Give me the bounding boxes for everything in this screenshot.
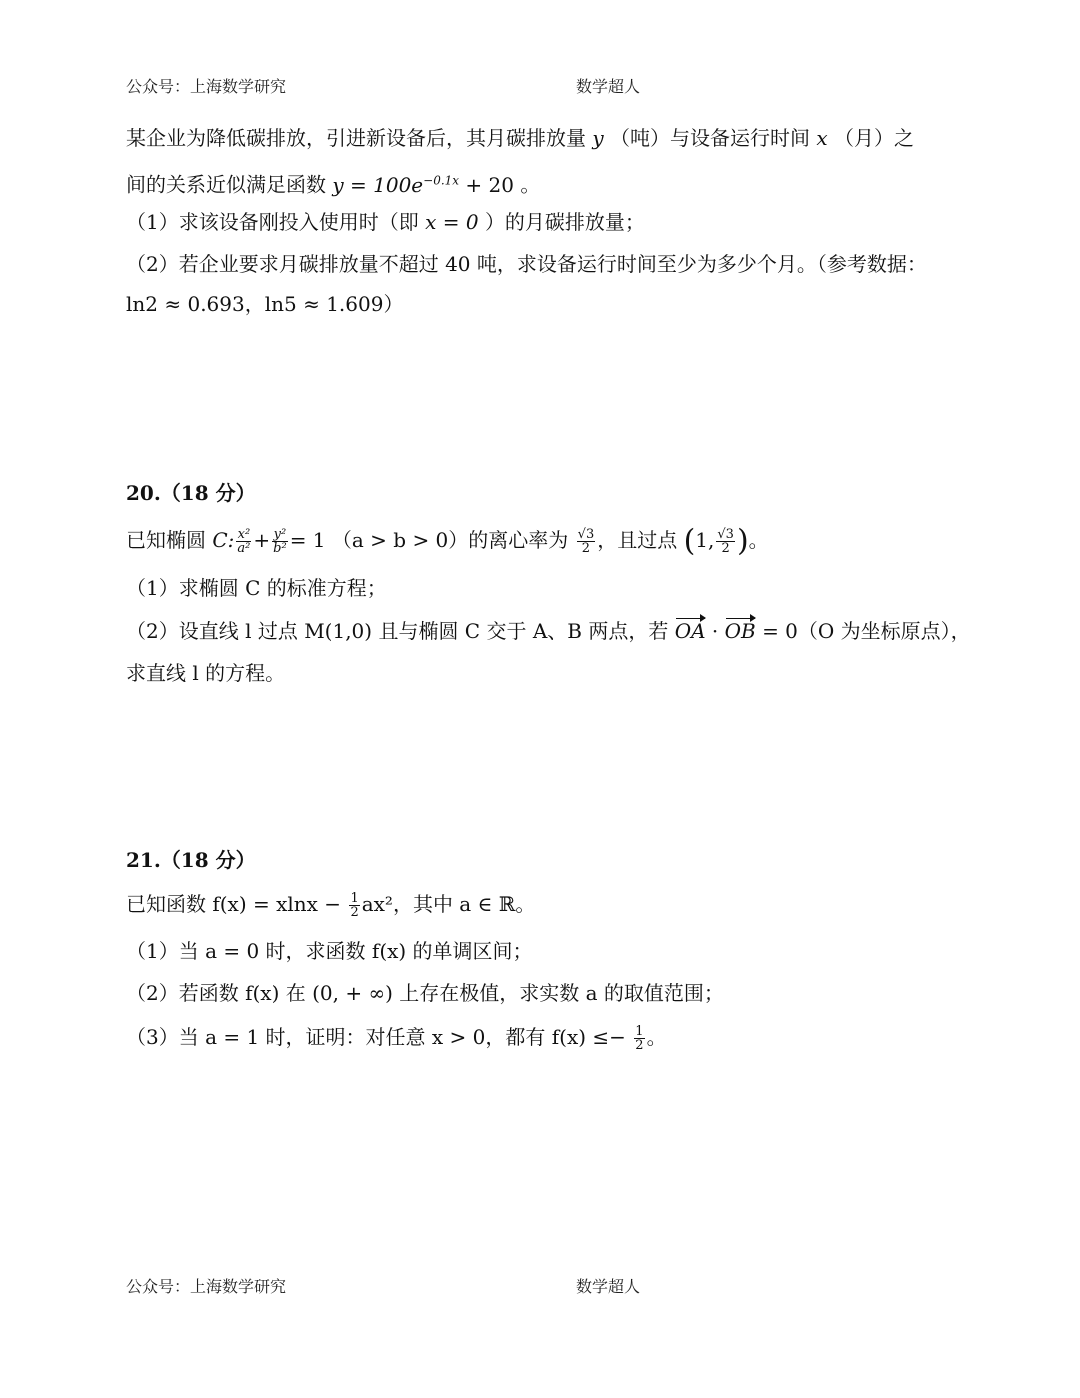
fraction-denominator: 2 [581, 541, 591, 556]
q20-sub-text: （1）求椭圆 C 的标准方程； [126, 576, 387, 600]
q19-sub-text: （2）若企业要求月碳排放量不超过 40 吨，求设备运行时间至少为多少个月。（参考数据： [126, 252, 927, 276]
point-x: 1, [695, 528, 715, 552]
q20-sub-text: （2）设直线 l 过点 M(1,0) 且与椭圆 C 交于 A、B 两点，若 [126, 619, 669, 643]
var-y: y [592, 126, 604, 150]
q19-sub-1 [126, 208, 645, 236]
fraction-numerator: 1 [350, 891, 359, 906]
q20-sub-2 [126, 617, 971, 645]
fraction-denominator: 2 [350, 905, 359, 920]
fraction-x2-a2 [236, 528, 251, 555]
q20-sub-text: = 0（O 为坐标原点）， [762, 619, 971, 643]
q19-line-2 [126, 166, 540, 199]
q19-text: （吨）与设备运行时间 [610, 126, 811, 150]
q20-text: （a > b > 0）的离心率为 [331, 528, 569, 552]
fraction-numerator: 1 [635, 1024, 644, 1039]
q21-text: 已知函数 f(x) = xlnx − [126, 892, 342, 916]
q21-sub-3 [126, 1023, 667, 1052]
q19-sub-text: （1）求该设备刚投入使用时（即 [126, 210, 419, 234]
q21-sub-2 [126, 979, 724, 1007]
function-formula [332, 173, 514, 197]
reference-data: ln2 ≈ 0.693，ln5 ≈ 1.609） [126, 292, 404, 316]
q21-line-1 [126, 890, 535, 919]
fraction-denominator: 2 [721, 541, 730, 556]
q19-sub-2 [126, 250, 927, 278]
fraction-numerator: x² [237, 527, 251, 542]
paren-right: ) [736, 523, 749, 559]
footer-right-text: 数学超人 [576, 1277, 641, 1296]
fraction-numerator: y² [273, 527, 287, 542]
q19-line-1 [126, 124, 914, 152]
paren-left: ( [683, 523, 696, 559]
q20-text: ，且过点 [597, 528, 678, 552]
q21-sub-text: （2）若函数 f(x) 在 (0, + ∞) 上存在极值，求实数 a 的取值范围； [126, 981, 724, 1005]
formula-constant: + 20 [459, 172, 514, 197]
q19-text: 。 [520, 172, 541, 197]
q21-title-text: 21.（18 分） [126, 848, 256, 872]
dot-operator: · [705, 619, 725, 643]
q19-text: 间的关系近似满足函数 [126, 172, 326, 197]
fraction-denominator: b² [273, 541, 287, 556]
q21-sub-1 [126, 937, 533, 965]
formula-base: y = 100e [332, 172, 424, 197]
q21-sub-text: （3）当 a = 1 时，证明：对任意 x > 0，都有 f(x) ≤− [126, 1025, 626, 1049]
q20-sub-1 [126, 574, 387, 602]
q20-line-1 [126, 523, 769, 559]
vector-oa: OA [674, 619, 706, 643]
equals-one: = 1 [289, 528, 326, 552]
q19-text: （月）之 [834, 126, 915, 150]
plus-sign: + [253, 528, 271, 552]
fraction-one-half [349, 892, 359, 919]
fraction-denominator: a² [237, 541, 251, 556]
fraction-numerator: √3 [577, 527, 595, 542]
q19-sub-text: ）的月碳排放量； [484, 210, 645, 234]
header-right-text: 数学超人 [576, 77, 641, 96]
footer-left-text: 公众号：上海数学研究 [126, 1277, 287, 1296]
fraction-one-half [634, 1025, 644, 1052]
ellipse-name: C: [212, 528, 235, 552]
q19-text: 某企业为降低碳排放，引进新设备后，其月碳排放量 [126, 126, 586, 150]
header-left-text: 公众号：上海数学研究 [126, 77, 287, 96]
q20-title-text: 20.（18 分） [126, 481, 256, 505]
q19-reference [126, 290, 403, 318]
fraction-denominator: 2 [635, 1038, 644, 1053]
q21-sub-text: 。 [646, 1025, 667, 1049]
q21-sub-text: （1）当 a = 0 时，求函数 f(x) 的单调区间； [126, 939, 533, 963]
q20-title [126, 479, 256, 507]
fraction-numerator: √3 [717, 527, 734, 542]
q20-sub-2-cont [126, 659, 285, 687]
q20-text: 。 [748, 528, 769, 552]
q20-text: 已知椭圆 [126, 528, 206, 552]
var-x: x [816, 126, 828, 150]
q21-text: ax²，其中 a ∈ ℝ。 [361, 892, 536, 916]
q21-title [126, 846, 256, 874]
fraction-y2-b2 [272, 528, 288, 555]
formula-exponent: −0.1x [423, 173, 460, 187]
x-equals-zero: x = 0 [425, 210, 479, 234]
vector-ob: OB [724, 619, 756, 643]
fraction-sqrt3-over-2 [716, 528, 735, 555]
fraction-sqrt3-over-2 [577, 528, 596, 555]
q20-sub-text: 求直线 l 的方程。 [126, 661, 286, 685]
